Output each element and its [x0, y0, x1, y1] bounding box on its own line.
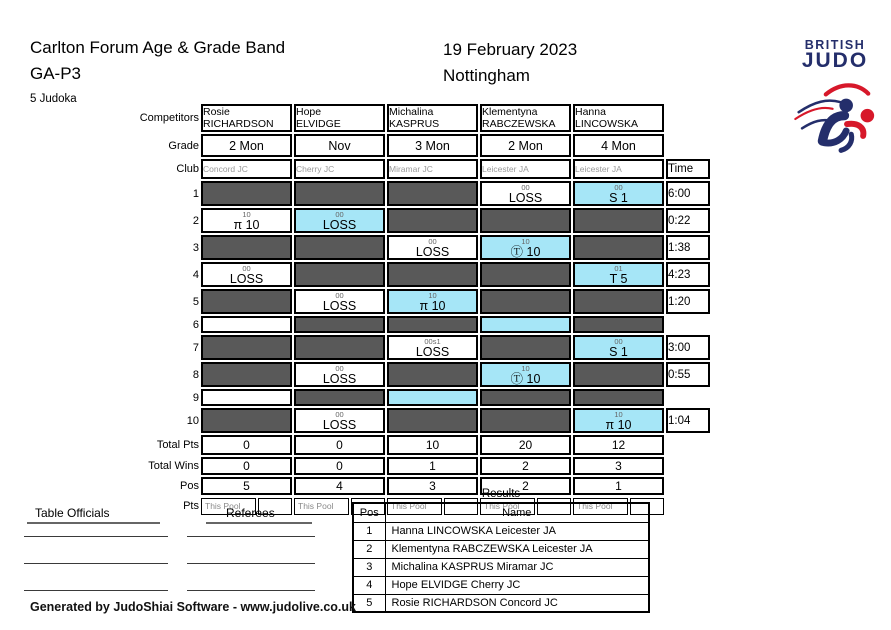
score-value: LOSS	[508, 191, 543, 205]
signature-line	[24, 536, 168, 537]
results-table	[352, 502, 650, 613]
score-annotation: 00	[335, 291, 344, 300]
match-cell	[480, 335, 571, 360]
competitor-last-name: KASPRUS	[389, 118, 440, 130]
empty-cell	[666, 435, 710, 455]
match-cell	[294, 335, 385, 360]
match-cell	[294, 181, 385, 206]
match-cell	[201, 389, 292, 406]
match-time: 1:20	[666, 289, 710, 314]
competitor-last-name: LINCOWSKA	[575, 118, 639, 130]
club-cell: Miramar JC	[387, 159, 478, 179]
result-name: Klementyna RABCZEWSKA Leicester JA	[385, 540, 649, 558]
judoka-figure-icon	[792, 80, 880, 158]
match-cell	[294, 408, 385, 433]
match-number: 4	[192, 268, 199, 281]
competitor-last-name: RICHARDSON	[203, 118, 274, 130]
competitors-row-label: Competitors	[139, 112, 199, 124]
match-cell	[573, 335, 664, 360]
grade-cell: 2 Mon	[201, 134, 292, 157]
match-cell	[480, 389, 571, 406]
club-cell: Concord JC	[201, 159, 292, 179]
score-value: LOSS	[322, 372, 357, 386]
signature-line	[187, 590, 315, 591]
match-cell	[573, 262, 664, 287]
score-annotation: 10	[242, 210, 251, 219]
match-number: 3	[192, 241, 199, 254]
empty-cell	[666, 104, 710, 132]
score-annotation: 00	[242, 264, 251, 273]
logo-text-british: BRITISH	[804, 38, 866, 52]
empty-cell	[666, 389, 710, 406]
result-pos: 5	[353, 594, 385, 612]
score-annotation: 00	[614, 337, 623, 346]
results-pos-header: Pos	[353, 503, 385, 522]
match-cell	[480, 262, 571, 287]
score-value: T 5	[609, 272, 628, 286]
match-cell	[201, 208, 292, 233]
results-row	[353, 594, 649, 612]
total-pts-row-label: Total Pts	[156, 439, 199, 451]
match-cell	[201, 362, 292, 387]
pts-row-label: Pts	[183, 500, 199, 512]
sheet-title: Carlton Forum Age & Grade Band	[30, 38, 286, 57]
grade-cell: 3 Mon	[387, 134, 478, 157]
club-row-label: Club	[176, 163, 199, 175]
score-annotation: 00	[335, 364, 344, 373]
competitor-name-cell	[387, 104, 478, 132]
match-time: 1:38	[666, 235, 710, 260]
competitor-first-name: Klementyna	[482, 106, 538, 118]
signature-line	[24, 590, 168, 591]
match-cell	[480, 208, 571, 233]
event-date: 19 February 2023	[443, 40, 578, 59]
club-cell: Leicester JA	[480, 159, 571, 179]
total-points-cell: 0	[294, 435, 385, 455]
match-time: 4:23	[666, 262, 710, 287]
match-cell	[201, 289, 292, 314]
match-cell	[573, 316, 664, 333]
score-annotation: 00	[335, 410, 344, 419]
score-value: S 1	[609, 345, 628, 359]
score-value: LOSS	[322, 218, 357, 232]
score-annotation: 00	[335, 210, 344, 219]
club-cell: Cherry JC	[294, 159, 385, 179]
generator-credit: Generated by JudoShiai Software - www.judolive.co.uk	[30, 600, 356, 614]
competitor-name-cell	[573, 104, 664, 132]
match-cell	[387, 316, 478, 333]
match-cell	[573, 289, 664, 314]
match-number: 5	[192, 295, 199, 308]
this-pool-box: This Pool	[387, 498, 442, 515]
signature-line	[187, 563, 315, 564]
result-pos: 2	[353, 540, 385, 558]
position-cell: 5	[201, 477, 292, 495]
empty-cell	[666, 497, 710, 515]
competitor-last-name: ELVIDGE	[296, 118, 341, 130]
match-cell	[480, 316, 571, 333]
match-cell	[387, 289, 478, 314]
match-time: 3:00	[666, 335, 710, 360]
competitor-name-cell	[201, 104, 292, 132]
match-cell	[573, 181, 664, 206]
total-wins-row-label: Total Wins	[148, 460, 199, 472]
score-annotation: 00	[428, 237, 437, 246]
referees-heading: Referees	[206, 506, 312, 524]
match-cell	[294, 362, 385, 387]
grade-cell: 2 Mon	[480, 134, 571, 157]
signature-line	[187, 536, 315, 537]
position-cell: 2	[480, 477, 571, 495]
score-value: Ⓣ 10	[510, 372, 541, 386]
score-value: Ⓣ 10	[510, 245, 541, 259]
match-cell	[201, 335, 292, 360]
score-annotation: 10	[521, 364, 530, 373]
empty-cell	[666, 134, 710, 157]
pool-grid	[0, 102, 712, 517]
results-row	[353, 558, 649, 576]
match-time: 1:04	[666, 408, 710, 433]
match-cell	[480, 235, 571, 260]
empty-cell	[666, 316, 710, 333]
match-cell	[201, 316, 292, 333]
british-judo-logo	[788, 38, 882, 73]
this-pool-box: This Pool	[294, 498, 349, 515]
result-name: Rosie RICHARDSON Concord JC	[385, 594, 649, 612]
match-cell	[480, 408, 571, 433]
result-name: Hope ELVIDGE Cherry JC	[385, 576, 649, 594]
competitor-name-cell	[294, 104, 385, 132]
match-cell	[387, 208, 478, 233]
result-pos: 3	[353, 558, 385, 576]
competitor-last-name: RABCZEWSKA	[482, 118, 556, 130]
match-number: 1	[192, 187, 199, 200]
total-wins-cell: 3	[573, 457, 664, 475]
result-pos: 4	[353, 576, 385, 594]
match-time: 6:00	[666, 181, 710, 206]
match-cell	[294, 289, 385, 314]
score-annotation: 00s1	[424, 337, 441, 346]
match-cell	[573, 362, 664, 387]
competitor-first-name: Rosie	[203, 106, 230, 118]
time-column-header: Time	[666, 159, 710, 179]
this-pool-box: This Pool	[480, 498, 535, 515]
score-annotation: 10	[521, 237, 530, 246]
competitor-first-name: Michalina	[389, 106, 434, 118]
match-cell	[201, 181, 292, 206]
score-value: π 10	[233, 218, 260, 232]
judoka-count: 5 Judoka	[30, 93, 77, 105]
score-value: LOSS	[415, 345, 450, 359]
result-name: Hanna LINCOWSKA Leicester JA	[385, 522, 649, 540]
score-value: LOSS	[415, 245, 450, 259]
match-number: 8	[192, 368, 199, 381]
match-number: 6	[192, 318, 199, 331]
results-name-header: Name	[385, 503, 649, 522]
match-cell	[480, 362, 571, 387]
this-pool-box: This Pool	[573, 498, 628, 515]
score-value: π 10	[605, 418, 632, 432]
position-cell: 3	[387, 477, 478, 495]
match-cell	[201, 262, 292, 287]
match-number: 7	[192, 341, 199, 354]
match-cell	[201, 408, 292, 433]
club-cell: Leicester JA	[573, 159, 664, 179]
score-value: LOSS	[322, 299, 357, 313]
table-officials-heading: Table Officials	[27, 506, 160, 524]
match-cell	[573, 235, 664, 260]
total-wins-cell: 0	[201, 457, 292, 475]
total-points-cell: 0	[201, 435, 292, 455]
grade-row-label: Grade	[168, 139, 199, 152]
signature-line	[24, 563, 168, 564]
score-value: π 10	[419, 299, 446, 313]
score-annotation: 10	[428, 291, 437, 300]
total-points-cell: 20	[480, 435, 571, 455]
match-cell	[573, 208, 664, 233]
match-cell	[387, 262, 478, 287]
match-cell	[387, 389, 478, 406]
match-cell	[201, 235, 292, 260]
match-time: 0:55	[666, 362, 710, 387]
match-cell	[294, 208, 385, 233]
results-section	[352, 488, 650, 613]
match-number: 10	[186, 414, 199, 427]
results-row	[353, 522, 649, 540]
this-pool-box: This Pool	[201, 498, 256, 515]
logo-text-judo: JUDO	[801, 49, 869, 72]
position-cell: 4	[294, 477, 385, 495]
match-cell	[387, 181, 478, 206]
competitor-first-name: Hope	[296, 106, 322, 118]
match-number: 2	[192, 214, 199, 227]
competitor-first-name: Hanna	[575, 106, 606, 118]
match-number: 9	[192, 391, 199, 404]
score-value: LOSS	[322, 418, 357, 432]
sheet-subtitle: GA-P3	[30, 64, 82, 83]
event-venue: Nottingham	[443, 66, 530, 85]
match-cell	[480, 181, 571, 206]
results-row	[353, 540, 649, 558]
score-value: S 1	[609, 191, 628, 205]
match-cell	[387, 235, 478, 260]
match-cell	[294, 262, 385, 287]
total-wins-cell: 2	[480, 457, 571, 475]
score-annotation: 00	[521, 183, 530, 192]
grade-cell: Nov	[294, 134, 385, 157]
total-points-cell: 10	[387, 435, 478, 455]
match-cell	[387, 408, 478, 433]
competitor-name-cell	[480, 104, 571, 132]
result-pos: 1	[353, 522, 385, 540]
total-points-cell: 12	[573, 435, 664, 455]
results-header-row	[353, 503, 649, 522]
match-time: 0:22	[666, 208, 710, 233]
score-annotation: 10	[614, 410, 623, 419]
result-name: Michalina KASPRUS Miramar JC	[385, 558, 649, 576]
score-value: LOSS	[229, 272, 264, 286]
score-annotation: 01	[614, 264, 623, 273]
match-cell	[294, 389, 385, 406]
pos-row-label: Pos	[180, 480, 199, 492]
results-row	[353, 576, 649, 594]
total-wins-cell: 1	[387, 457, 478, 475]
match-cell	[480, 289, 571, 314]
empty-cell	[666, 477, 710, 495]
match-cell	[387, 335, 478, 360]
match-cell	[573, 408, 664, 433]
match-cell	[387, 362, 478, 387]
results-title: Results	[481, 488, 521, 500]
position-cell: 1	[573, 477, 664, 495]
score-annotation: 00	[614, 183, 623, 192]
match-cell	[294, 316, 385, 333]
match-cell	[294, 235, 385, 260]
empty-cell	[666, 457, 710, 475]
grade-cell: 4 Mon	[573, 134, 664, 157]
total-wins-cell: 0	[294, 457, 385, 475]
match-cell	[573, 389, 664, 406]
